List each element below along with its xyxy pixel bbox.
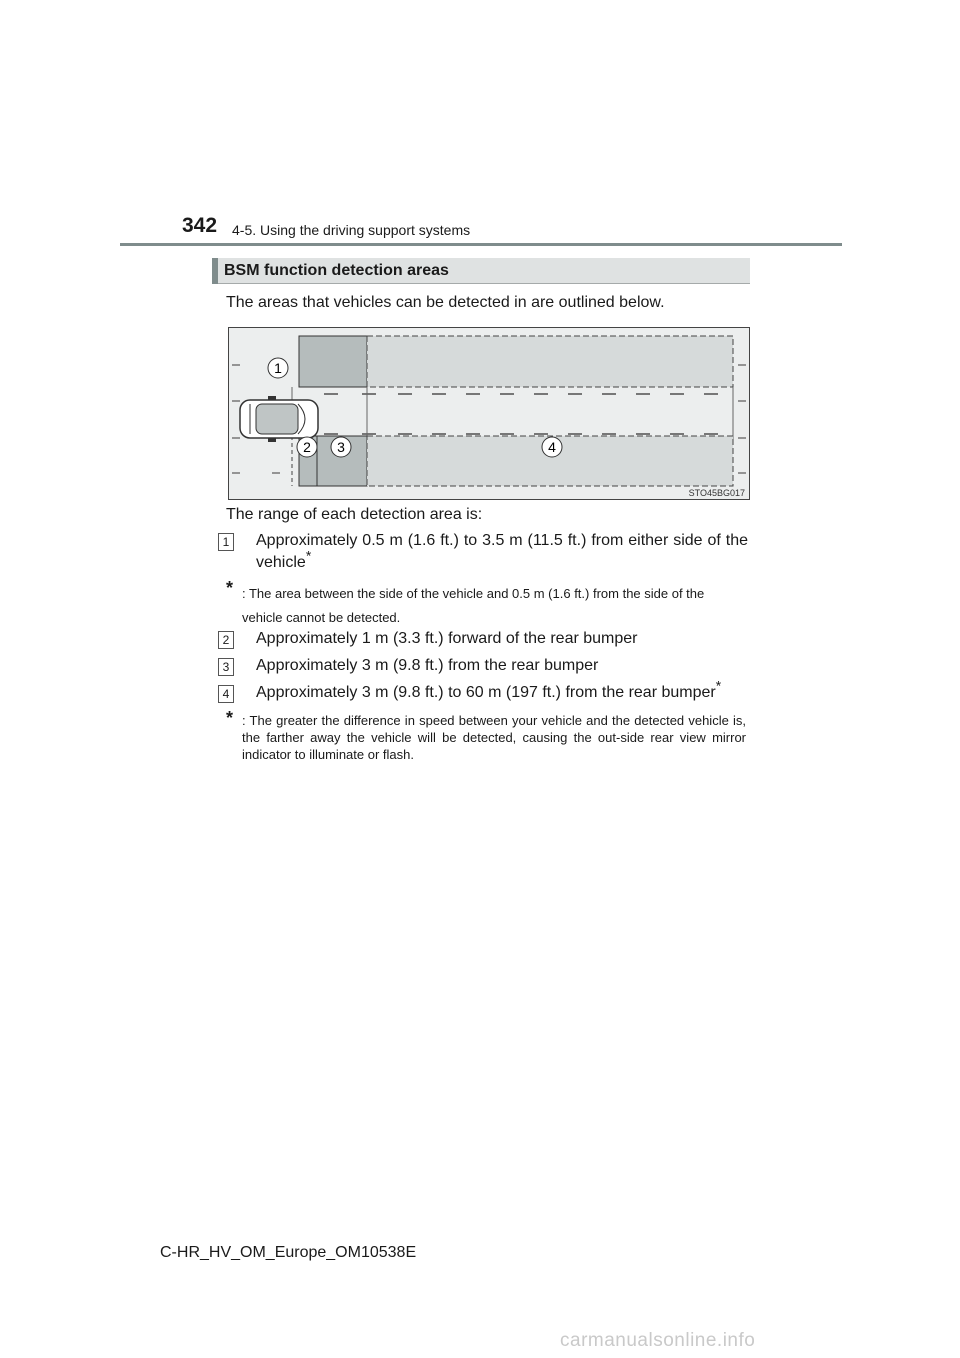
section-title: 4-5. Using the driving support systems bbox=[232, 222, 471, 238]
subheading-accent bbox=[212, 258, 218, 284]
callout-4 bbox=[542, 437, 562, 457]
list-item bbox=[218, 628, 748, 652]
intro-text: The areas that vehicles can be detected in are outlined below. bbox=[226, 294, 665, 311]
item-text: Approximately 0.5 m (1.6 ft.) to 3.5 m (11.5 ft.) from either side of the vehicle* bbox=[256, 532, 748, 571]
watermark: carmanualsonline.info bbox=[560, 1330, 756, 1351]
detection-area-figure bbox=[228, 327, 750, 500]
footnote-star: * bbox=[715, 677, 722, 694]
item-number-badge: 3 bbox=[218, 658, 234, 676]
callout-3 bbox=[331, 437, 351, 457]
item-number-badge: 2 bbox=[218, 631, 234, 649]
zone-1-solid bbox=[299, 336, 367, 387]
footnote-star: * bbox=[226, 708, 234, 728]
zone-4-top-dashed bbox=[367, 336, 733, 387]
car-icon bbox=[240, 396, 318, 442]
page-number: 342 bbox=[182, 214, 218, 237]
item-text: Approximately 3 m (9.8 ft.) from the rear bumper bbox=[256, 657, 599, 674]
list-item bbox=[218, 655, 748, 679]
callout-2 bbox=[297, 437, 317, 457]
callout-1 bbox=[268, 358, 288, 378]
item-number-badge: 1 bbox=[218, 533, 234, 551]
subheading-title: BSM function detection areas bbox=[224, 262, 449, 279]
footnote bbox=[226, 578, 746, 625]
footnote-text: : The greater the difference in speed between your vehicle and the detected vehicle is, the farther away the vehicle will be detected, causing the out-side rear view mirror indicator to illuminate or flash. bbox=[242, 713, 746, 762]
item-number-badge: 4 bbox=[218, 685, 234, 703]
list-item bbox=[218, 677, 748, 706]
detection-area-diagram bbox=[228, 327, 750, 500]
item-text: Approximately 3 m (9.8 ft.) to 60 m (197 ft.) from the rear bumper* bbox=[256, 677, 722, 701]
list-item bbox=[218, 530, 748, 576]
svg-text:4: 4 bbox=[548, 439, 556, 455]
svg-text:3: 3 bbox=[337, 439, 345, 455]
footnote bbox=[226, 708, 746, 768]
item-text: Approximately 1 m (3.3 ft.) forward of the rear bumper bbox=[256, 630, 638, 647]
footnote-star: * bbox=[226, 578, 234, 598]
svg-text:2: 2 bbox=[303, 439, 311, 455]
header-rule bbox=[120, 243, 842, 246]
document-footer: C-HR_HV_OM_Europe_OM10538E bbox=[160, 1244, 417, 1261]
range-intro-text: The range of each detection area is: bbox=[226, 506, 483, 523]
footnote-star: * bbox=[305, 547, 312, 564]
footnote-text: : The area between the side of the vehicle and 0.5 m (1.6 ft.) from the side of the vehicle cannot be detected. bbox=[242, 586, 705, 625]
subheading-bar bbox=[212, 258, 750, 284]
svg-text:1: 1 bbox=[274, 360, 282, 376]
figure-code: STO45BG017 bbox=[688, 488, 745, 498]
